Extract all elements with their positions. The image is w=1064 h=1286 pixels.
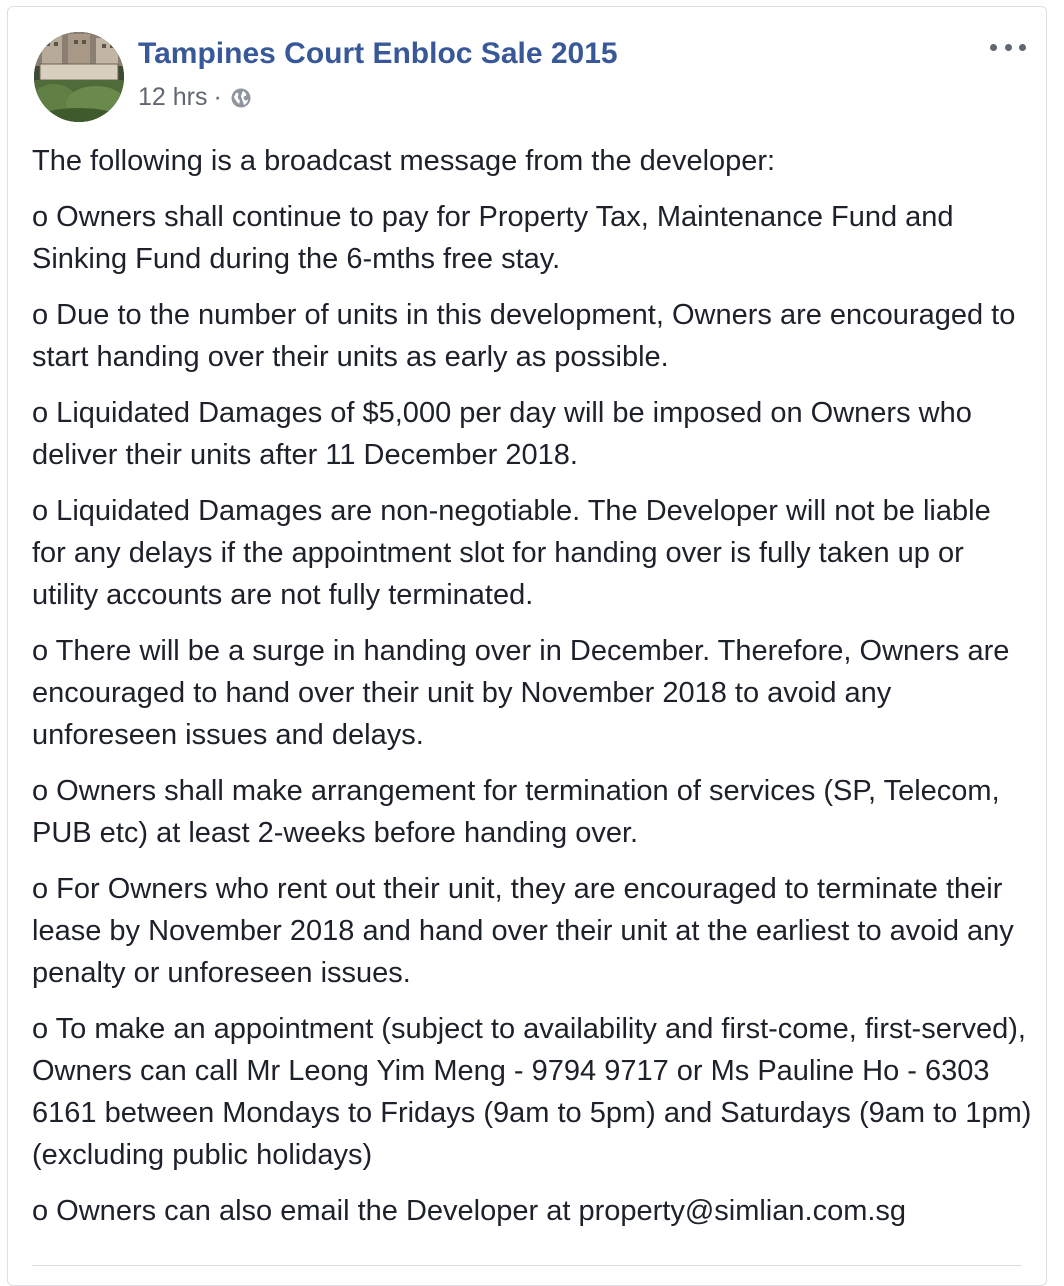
post-meta (138, 83, 252, 112)
message-paragraph: o Due to the number of units in this development, Owners are encouraged to start handing over their units as early as possible. (32, 299, 1016, 373)
more-dot (1005, 44, 1012, 51)
message-paragraph: o Liquidated Damages of $5,000 per day will be imposed on Owners who deliver their units after 11 December 2018. (32, 397, 972, 471)
post-timestamp[interactable]: 12 hrs (138, 83, 208, 111)
message-paragraph: o Liquidated Damages are non-negotiable. The Developer will not be liable for any delays if the appointment slot for handing over is fully taken up or utility accounts are not fully terminated. (32, 495, 991, 611)
message-paragraph: o Owners shall continue to pay for Property Tax, Maintenance Fund and Sinking Fund during the 6-mths free stay. (32, 201, 954, 275)
page-avatar[interactable] (34, 32, 124, 122)
post-message (32, 140, 1032, 1246)
page-name-link[interactable]: Tampines Court Enbloc Sale 2015 (138, 37, 618, 70)
more-dot (1019, 44, 1026, 51)
message-paragraph: o To make an appointment (subject to availability and first-come, first-served), Owners can call Mr Leong Yim Meng - 9794 9717 or Ms Pauline Ho - 6303 6161 between Mondays to Fridays (9am to 5pm) and Saturdays (9am to 1pm) (excluding public holidays) (32, 1013, 1032, 1171)
more-dot (990, 44, 997, 51)
message-paragraph: The following is a broadcast message from the developer: (32, 145, 776, 177)
footer-divider (32, 1265, 1022, 1266)
message-paragraph: o For Owners who rent out their unit, they are encouraged to terminate their lease by November 2018 and hand over their unit at the earliest to avoid any penalty or unforeseen issues. (32, 873, 1014, 989)
globe-icon[interactable] (230, 87, 252, 109)
message-paragraph: o Owners shall make arrangement for termination of services (SP, Telecom, PUB etc) at least 2-weeks before handing over. (32, 775, 1000, 849)
message-paragraph: o There will be a surge in handing over in December. Therefore, Owners are encouraged to hand over their unit by November 2018 to avoid any unforeseen issues and delays. (32, 635, 1010, 751)
more-options-icon[interactable] (990, 37, 1026, 57)
post-card (7, 6, 1047, 1286)
meta-separator: · (213, 83, 222, 111)
avatar-photo (34, 32, 124, 122)
message-paragraph: o Owners can also email the Developer at property@simlian.com.sg (32, 1195, 907, 1227)
